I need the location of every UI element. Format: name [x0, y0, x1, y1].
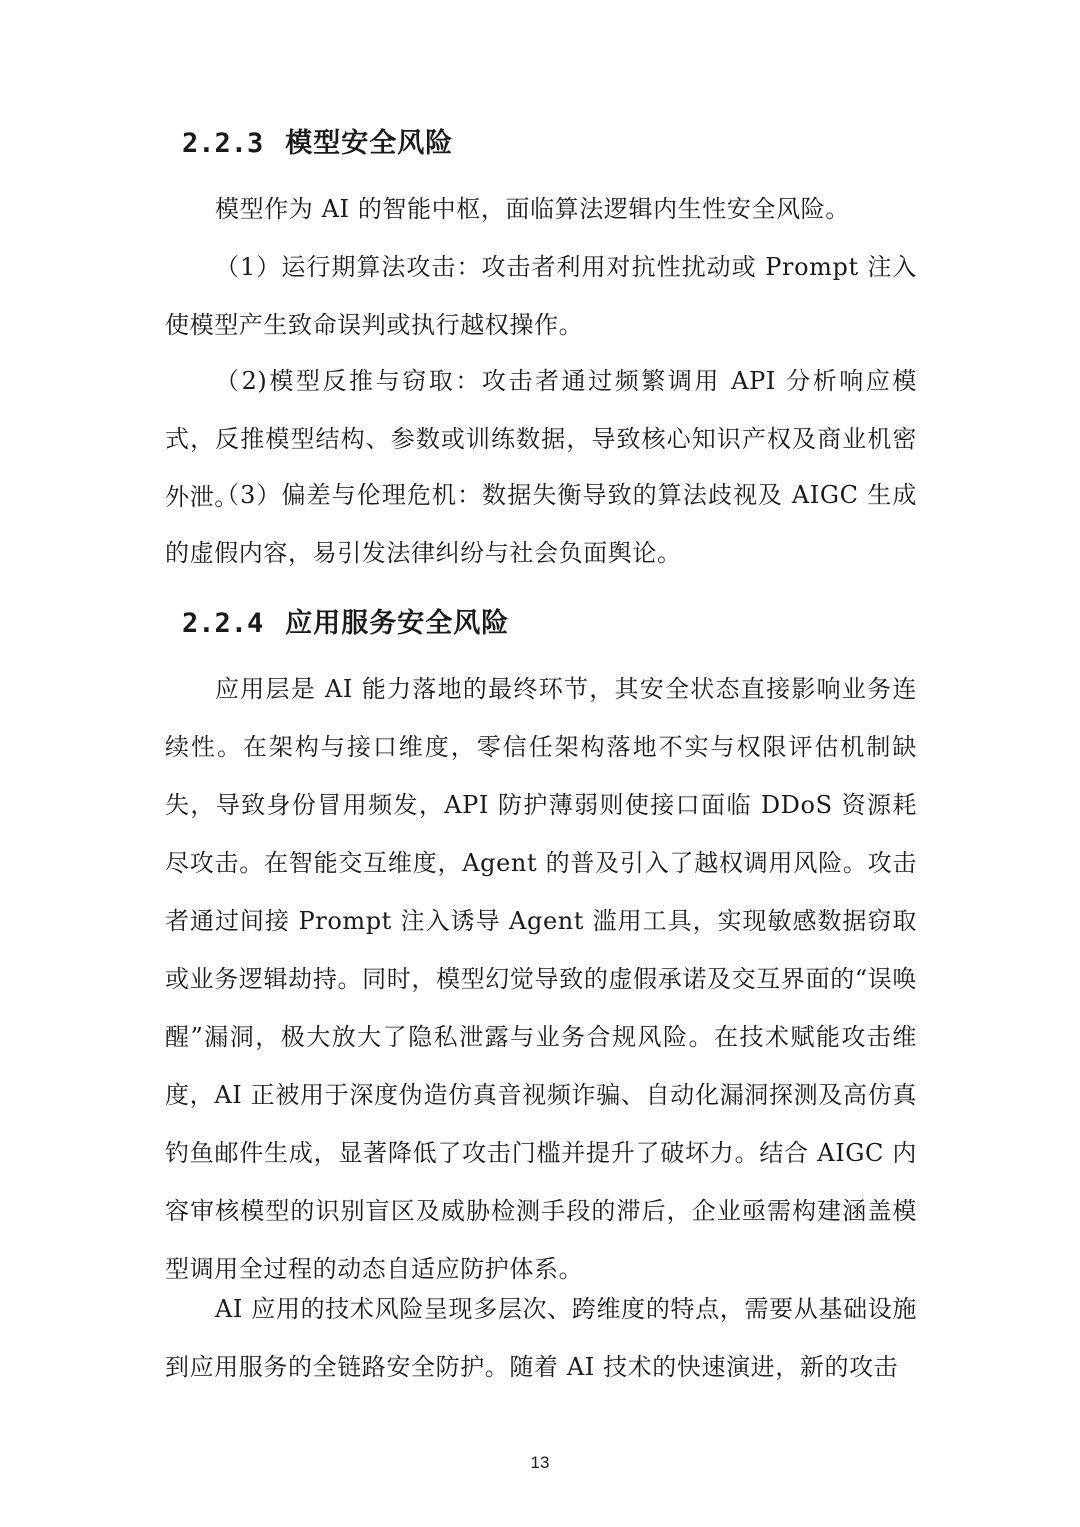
- section-number: 2.2.3: [182, 128, 264, 159]
- paragraph-model-intro: 模型作为 AI 的智能中枢，面临算法逻辑内生性安全风险。: [215, 195, 850, 223]
- paragraph-ai-risk-summary: AI 应用的技术风险呈现多层次、跨维度的特点，需要从基础设施到应用服务的全链路安全防护。随着 AI 技术的快速演进，新的攻击: [165, 1295, 917, 1381]
- paragraph-bias-ethics: （3）偏差与伦理危机：数据失衡导致的算法歧视及 AIGC 生成的虚假内容，易引发法律纠纷与社会负面舆论。: [165, 481, 917, 567]
- paragraph-application-layer: 应用层是 AI 能力落地的最终环节，其安全状态直接影响业务连续性。在架构与接口维度，零信任架构落地不实与权限评估机制缺失，导致身份冒用频发，API 防护薄弱则使接口面临 DDoS 资源耗尽攻击。在智能交互维度，Agent 的普及引入了越权调用风险。攻击者通过间接 Prompt 注入诱导 Agent 滥用工具，实现敏感数据窃取或业务逻辑劫持。同时，模型幻觉导致的虚假承诺及交互界面的“误唤醒”漏洞，极大放大了隐私泄露与业务合规风险。在技术赋能攻击维度，AI 正被用于深度伪造仿真音视频诈骗、自动化漏洞探测及高仿真钓鱼邮件生成，显著降低了攻击门槛并提升了破坏力。结合 AIGC 内容审核模型的识别盲区及威胁检测手段的滞后，企业亟需构建涵盖模型调用全过程的动态自适应防护体系。: [165, 675, 917, 1283]
- section-title: 应用服务安全风险: [285, 608, 510, 639]
- page-number: 13: [530, 1453, 550, 1472]
- section-heading-2-2-4: [182, 604, 509, 644]
- paragraph-runtime-attack: （1）运行期算法攻击：攻击者利用对抗性扰动或 Prompt 注入使模型产生致命误判或执行越权操作。: [165, 253, 917, 339]
- paragraph-model-extraction: （2)模型反推与窃取：攻击者通过频繁调用 API 分析响应模式，反推模型结构、参数或训练数据，导致核心知识产权及商业机密外泄。: [165, 367, 917, 511]
- section-title: 模型安全风险: [285, 128, 454, 159]
- section-number: 2.2.4: [182, 608, 264, 639]
- section-heading-2-2-3: [182, 124, 453, 164]
